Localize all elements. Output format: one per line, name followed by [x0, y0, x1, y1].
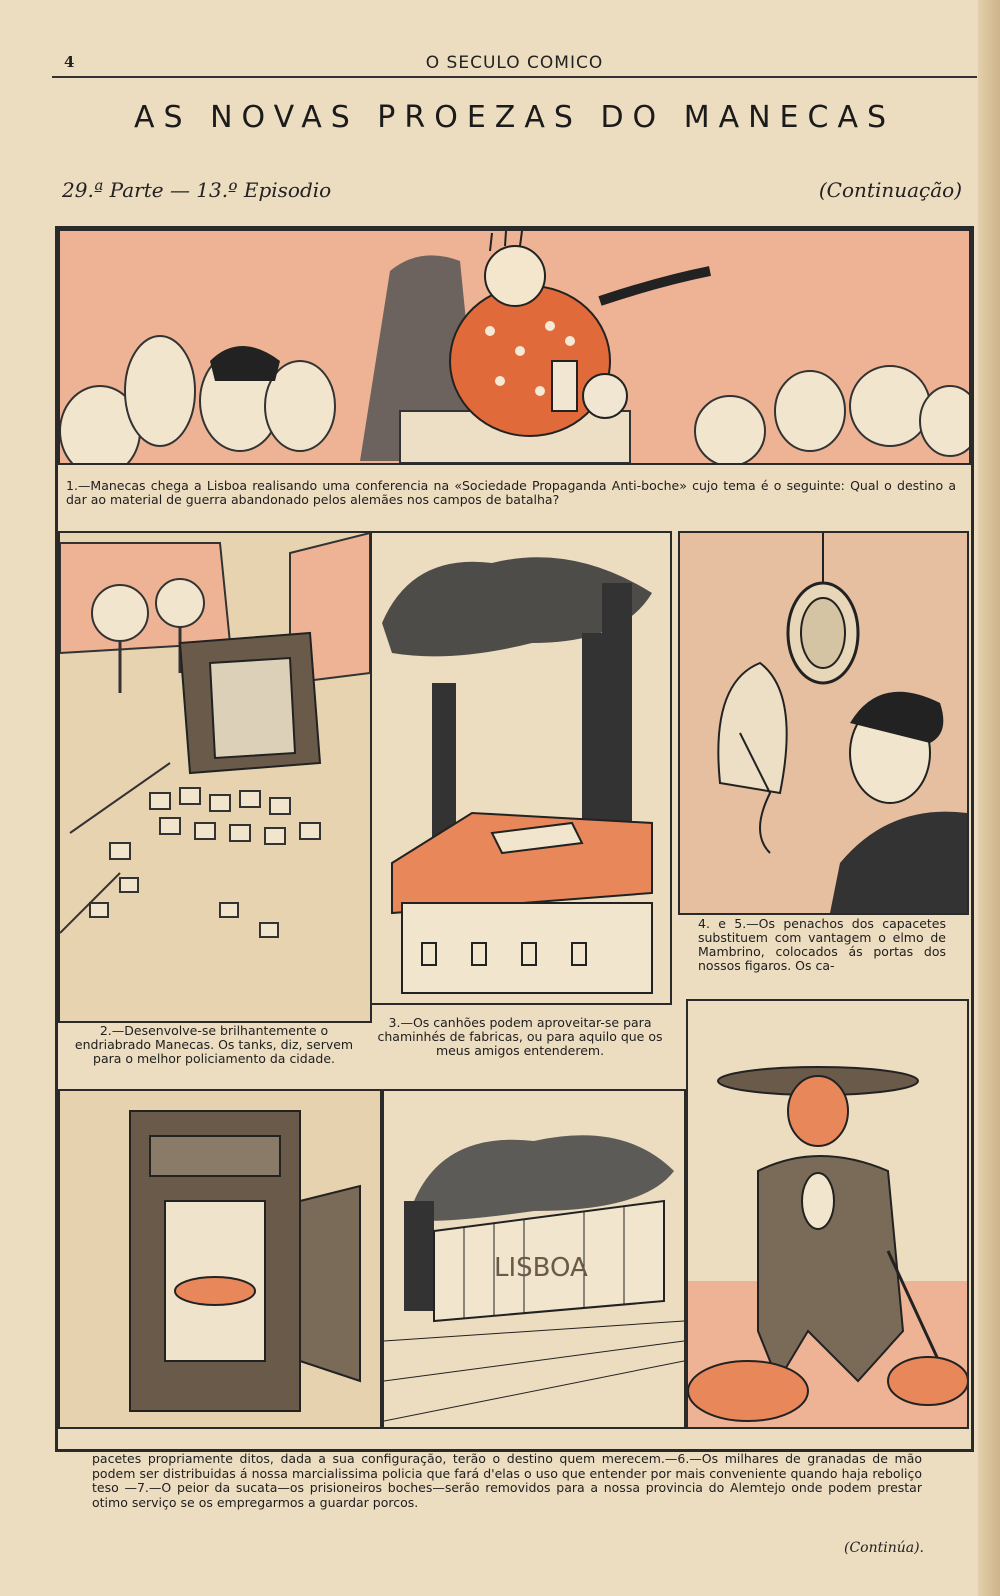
factory-illustration — [372, 533, 670, 1003]
episode-label: 29.ª Parte — 13.º Episodio — [62, 178, 332, 202]
comic-strip — [55, 226, 974, 1452]
panel-1-lecture — [58, 229, 971, 465]
cabinet-illustration — [60, 1091, 380, 1427]
tank-illustration — [60, 533, 370, 1021]
caption-panel-3: 3.—Os canhões podem aproveitar-se para chaminhés de fabricas, ou para aquilo que os meus amigos entenderem. — [377, 1015, 663, 1058]
continuation-label: (Continuação) — [818, 178, 962, 202]
panel-6-cabinet — [58, 1089, 382, 1429]
page-edge — [978, 0, 1000, 1596]
page-number: 4 — [64, 53, 75, 71]
caption-panel-4-5: 4. e 5.—Os penachos dos capacetes substituem com vantagem o elmo de Mambrino, colocados ás portas dos nossos figaros. Os ca- — [698, 916, 946, 973]
continuation-text: pacetes propriamente ditos, dada a sua configuração, terão o destino quem merecem.—6.—Os milhares de granadas de mão podem ser distribuidas á nossa marcialissima policia que fará d'elas o uso que entender por mais conveniente quando haja reboliço teso —7.—O peior da sucata—os prisioneiros boches—serão removidos para a nossa provincia do Alemtejo onde podem prestar otimo serviço se os empregarmos a guardar porcos. — [92, 1451, 922, 1510]
continua-label: (Continúa). — [843, 1540, 924, 1556]
panel-8-swineherd — [686, 999, 969, 1429]
panel-7-train — [382, 1089, 686, 1429]
page-header — [52, 50, 977, 78]
train-illustration — [384, 1091, 684, 1427]
caption-panel-2: 2.—Desenvolve-se brilhantemente o endriabrado Manecas. Os tanks, diz, servem para o melhor policiamento da cidade. — [66, 1024, 362, 1066]
barber-illustration — [680, 533, 967, 913]
caption-panel-1: 1.—Manecas chega a Lisboa realisando uma conferencia na «Sociedade Propaganda Anti-boche» cujo tema é o seguinte: Qual o destino a dar ao material de guerra abandonado pelos alemães nos campos de batalha? — [66, 478, 956, 507]
page-title: AS NOVAS PROEZAS DO MANECAS — [133, 100, 896, 135]
train-lettering: LISBOA — [494, 1253, 588, 1283]
lecture-illustration — [60, 231, 969, 463]
masthead: O SECULO COMICO — [425, 53, 604, 73]
panel-4-5-plume — [678, 531, 969, 915]
panel-2-tank — [58, 531, 372, 1023]
swineherd-illustration — [688, 1001, 967, 1427]
panel-3-chimneys — [370, 531, 672, 1005]
